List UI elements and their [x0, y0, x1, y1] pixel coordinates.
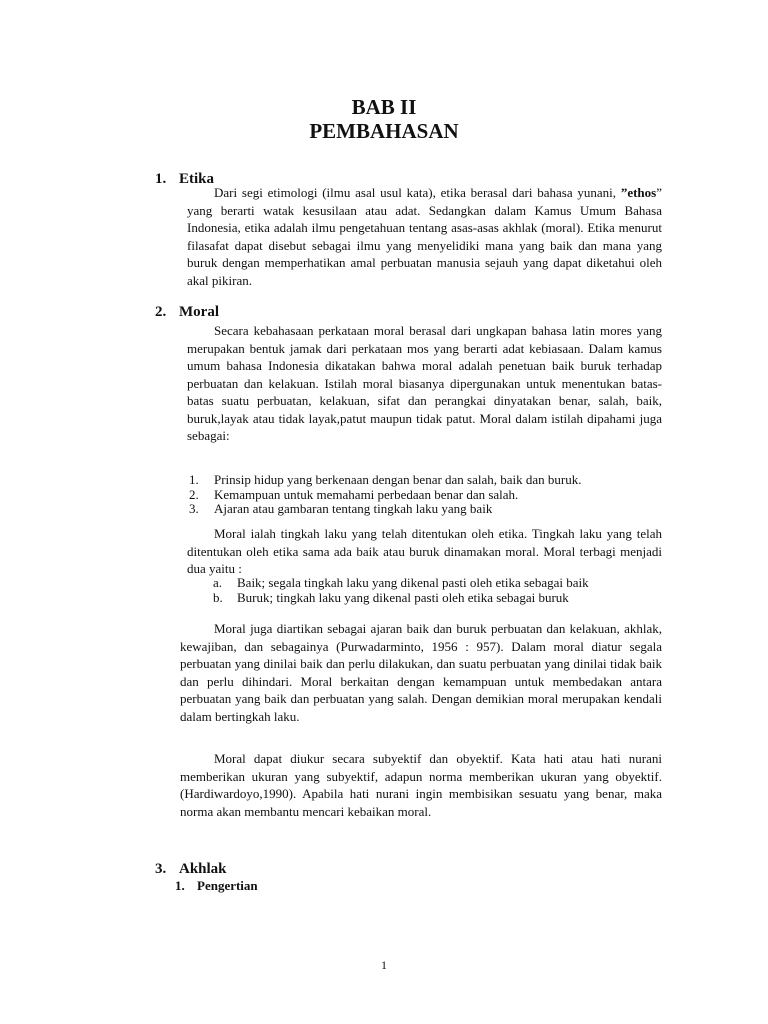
list-item-number: 1. — [189, 472, 199, 487]
list-item-text: Buruk; tingkah laku yang dikenal pasti oleh etika sebagai buruk — [237, 589, 569, 605]
section-title: Moral — [179, 304, 219, 320]
section-number: 1. — [155, 171, 167, 187]
list-item-text: Baik; segala tingkah laku yang dikenal pasti oleh etika sebagai baik — [237, 575, 589, 590]
subsection-number: 1. — [175, 878, 185, 893]
list-item-letter: b. — [213, 589, 223, 605]
section-heading-moral — [155, 303, 219, 321]
list-item-number: 3. — [189, 501, 199, 516]
moral-numbered-list — [187, 473, 667, 517]
list-item — [187, 591, 667, 606]
list-item — [187, 473, 667, 488]
list-item-text: Kemampuan untuk memahami perbedaan benar dan salah. — [214, 486, 519, 502]
moral-text-4: Moral dapat diukur secara subyektif dan obyektif. Kata hati atau hati nurani memberikan ukuran yang subyektif, adapun norma memberikan ukuran yang obyektif. (Hardiwardoyo,1990). Apabila hati nurani ingin membisikan sesuatu yang benar, maka norma akan membantu mencari kebaikan moral. — [180, 751, 662, 819]
etika-paragraph — [187, 184, 662, 289]
etika-text-b: ” yang berarti watak kesusilaan atau adat. Sedangkan dalam Kamus Umum Bahasa Indonesia, etika adalah ilmu pengetahuan tentang asas-asas akhlak (moral). Etika menurut filasafat dapat disebut sebagai ilmu yang menyelidiki mana yang baik dan mana yang buruk dengan memperhatikan amal perbuatan manusia sejauh yang dapat diketahui oleh akal pikiran. — [187, 185, 662, 288]
list-item-text: Ajaran atau gambaran tentang tingkah laku yang baik — [214, 501, 493, 516]
moral-paragraph-3 — [180, 620, 662, 725]
section-title: Etika — [179, 171, 215, 187]
moral-text-2: Moral ialah tingkah laku yang telah ditentukan oleh etika. Tingkah laku yang telah ditentukan oleh etika sama ada baik atau buruk dinamakan moral. Moral terbagi menjadi dua yaitu : — [187, 526, 662, 576]
section-number: 2. — [155, 304, 167, 320]
list-item — [187, 576, 667, 591]
etika-text-a: Dari segi etimologi (ilmu asal usul kata), etika berasal dari bahasa yunani, — [214, 185, 621, 200]
moral-text-1: Secara kebahasaan perkataan moral berasal dari ungkapan bahasa latin mores yang merupakan bentuk jamak dari perkataan mos yang berarti adat kebiasaan. Dalam kamus umum bahasa Indonesia dikatakan bahwa moral adalah penetuan baik buruk terhadap perbuatan dan kelakuan. Istilah moral biasanya dipergunakan untuk menentukan batas-batas suatu perbuatan, kelakuan, sifat dan perangkai dinyatakan benar, salah, baik, buruk,layak atau tidak layak,patut maupun tidak patut. Moral dalam istilah dipahami juga sebagai: — [187, 323, 662, 443]
etika-term: ”ethos — [620, 185, 657, 200]
list-item — [187, 488, 667, 503]
moral-lettered-list — [187, 576, 667, 605]
section-title: Akhlak — [179, 861, 227, 877]
list-item-text: Prinsip hidup yang berkenaan dengan benar dan salah, baik dan buruk. — [214, 472, 582, 487]
subsection-title: Pengertian — [197, 878, 258, 893]
subsection-heading-pengertian — [175, 878, 258, 894]
page-number: 1 — [381, 958, 387, 972]
chapter-title: PEMBAHASAN — [309, 119, 459, 143]
moral-paragraph-1 — [187, 322, 662, 445]
moral-paragraph-4 — [180, 750, 662, 820]
moral-text-3: Moral juga diartikan sebagai ajaran baik dan buruk perbuatan dan kelakuan, akhlak, kewajiban, dan sebagainya (Purwadarminto, 1956 : 957). Dalam moral diatur segala perbuatan yang dinilai baik dan perlu dilakukan, dan suatu perbuatan yang dinilai tidak baik dan perlu dihindari. Moral berkaitan dengan kemampuan untuk membedakan antara perbuatan yang baik dan perbuatan yang salah. Dengan demikian moral merupakan kendali dalam bertingkah laku. — [180, 621, 662, 724]
list-item-number: 2. — [189, 486, 199, 502]
chapter-label: BAB II — [351, 95, 417, 119]
list-item-letter: a. — [213, 575, 223, 590]
section-number: 3. — [155, 861, 167, 877]
list-item — [187, 502, 667, 517]
moral-paragraph-2 — [187, 525, 662, 578]
section-heading-akhlak — [155, 860, 227, 878]
